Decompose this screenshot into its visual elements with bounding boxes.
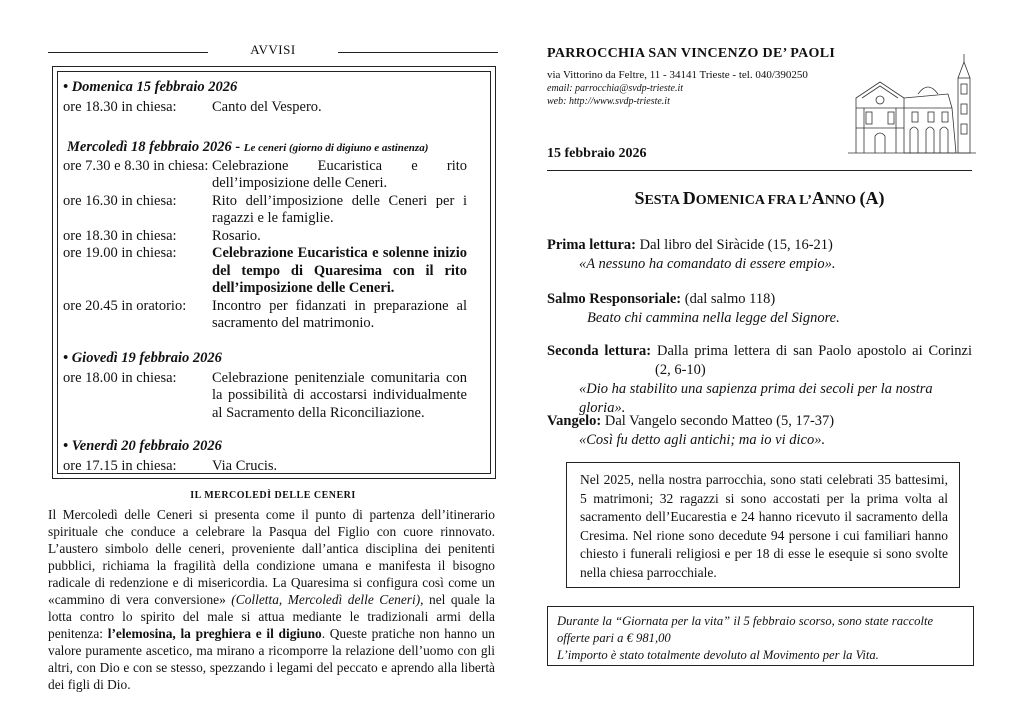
ceneri-text-part: , nel quale la lotta contro lo spirito del male si attua mediante le tradizionali armi della penitenza: [48,592,495,641]
reading-salmo [547,290,972,328]
vita-line: Durante la “Giornata per la vita” il 5 febbraio scorso, sono state raccolte [557,614,934,628]
title-part: A [811,188,825,208]
title-part: OMENICA FRA L’ [695,193,812,208]
event-title: • Domenica 15 febbraio 2026 [63,79,238,95]
ceneri-text-part: Il Mercoledì delle Ceneri si presenta come il punto di partenza dell’itinerario spirituale che conduce a celebrare la Pasqua del Figlio con cuore rinnovato. L’austero simbolo delle ceneri, proveniente dall’antica disciplina dei penitenti pubblici, richiama la fragilità della condizione umana e manifesta il bisogno radicale di redenzione e di misericordia. La Quaresima si configura così come un «cammino di vera conversione» [48,507,495,607]
reading-line [547,342,972,361]
title-part: D [682,188,696,208]
event-desc: Celebrazione Eucaristica e rito dell’imposizione delle Ceneri. [212,157,467,191]
event-desc: Rosario. [212,227,261,244]
event-desc: Via Crucis. [212,457,278,474]
avvisi-title: AVVISI [250,42,296,57]
event-desc: Incontro per fidanzati in preparazione al sacramento del matrimonio. [212,297,467,331]
ceneri-text-part: . Queste pratiche non hanno un valore puramente ascetico, ma mirano a ricomporre la relazione dell’uomo con gli altri, con Dio e con se stesso, spezzando i legami del peccato e aprendo alla libertà dei figli di Dio. [48,626,496,692]
avvisi-header [48,40,498,56]
bulletin-date: 15 febbraio 2026 [547,146,647,161]
reading-label: Vangelo: [547,413,602,429]
event-title [63,139,467,158]
event-time: ore 16.30 in chiesa: [63,192,177,209]
event-subtitle: Le ceneri (giorno di digiuno e astinenza) [243,142,429,154]
divider [338,52,498,53]
reading-quote: «Dio ha stabilito una sapienza prima dei secoli per la nostra gloria». [579,381,933,416]
event-time: ore 18.30 in chiesa: [63,98,177,115]
event-time: ore 7.30 e 8.30 in chiesa: [63,157,209,174]
reading-ref: (2, 6-10) [655,362,706,378]
stats-box [566,462,960,588]
title-part: NNO [824,193,860,208]
reading-line [547,290,972,309]
reading-line [547,236,972,255]
event-row [63,193,467,228]
event-row [63,370,467,423]
event-title: • Giovedì 19 febbraio 2026 [63,350,222,366]
event-desc: Celebrazione Eucaristica e solenne inizio del tempo di Quaresima con il rito dell’imposizione delle Ceneri. [212,245,467,296]
church-illustration [848,48,978,158]
avvisi-box [52,66,496,479]
event-desc: Canto del Vespero. [212,98,322,115]
event-row [63,298,467,333]
reading-label: Seconda lettura: [547,343,652,359]
event-time: ore 18.30 in chiesa: [63,227,177,244]
reading-source: Dalla prima lettera di san Paolo apostolo ai Corinzi [651,343,972,359]
ceneri-heading: IL MERCOLEDÌ DELLE CENERI [190,490,356,501]
vita-box [547,606,974,666]
ceneri-emphasis: l’elemosina, la preghiera e il digiuno [107,626,322,641]
stats-text: Nel 2025, nella nostra parrocchia, sono stati celebrati 35 battesimi, 5 matrimoni; 32 ragazzi si sono accostati per la prima volta al sacramento dell’Eucarestia e 24 hanno ricevuto il sacramento della Cresima. Nel rione sono decedute 94 persone i cui familiari hanno chiesto i funerali religiosi e per 18 di esse le esequie si sono svolte nella chiesa parrocchiale. [580,472,948,580]
event-desc: Rito dell’imposizione delle Ceneri per i ragazzi e le famiglie. [212,192,467,226]
divider [547,170,972,171]
vita-text [557,613,967,664]
reading-seconda [547,342,972,418]
reading-line [547,412,972,431]
event-row [63,458,467,476]
event-time: ore 17.15 in chiesa: [63,457,177,474]
event-time: ore 20.45 in oratorio: [63,297,187,314]
title-part: (A) [859,188,885,208]
parish-address: via Vittorino da Feltre, 11 - 34141 Trieste - tel. 040/390250 [547,69,808,81]
event-giovedi [63,350,467,422]
reading-label: Prima lettura: [547,237,636,253]
reading-source: Dal Vangelo secondo Matteo (5, 17-37) [601,413,835,429]
title-part: S [634,188,645,208]
event-mercoledi [63,139,467,333]
reading-vangelo [547,412,972,450]
event-domenica [63,79,467,116]
reading-source: (dal salmo 118) [681,291,776,307]
ceneri-text [48,506,495,693]
reading-label: Salmo Responsoriale: [547,291,682,307]
event-row [63,158,467,193]
reading-source: Dal libro del Siràcide (15, 16-21) [635,237,833,253]
event-time: ore 18.00 in chiesa: [63,369,177,386]
event-row [63,99,467,117]
event-title: • Venerdì 20 febbraio 2026 [63,438,222,454]
parish-name: PARROCCHIA SAN VINCENZO DE’ PAOLI [547,46,836,61]
parish-web: web: http://www.svdp-trieste.it [547,96,670,107]
event-row [63,228,467,246]
event-desc: Celebrazione penitenziale comunitaria con la possibilità di accostarsi individualmente al Sacramento della Riconciliazione. [212,369,467,421]
avvisi-inner-frame [57,71,491,474]
vita-line: L’importo è stato totalmente devoluto al Movimento per la Vita. [557,648,879,662]
reading-quote: «Così fu detto agli antichi; ma io vi dico». [579,432,826,448]
reading-quote: Beato chi cammina nella legge del Signore. [587,310,840,326]
reading-prima [547,236,972,274]
ceneri-citation: (Colletta, Mercoledì delle Ceneri) [225,592,421,607]
title-part: ESTA [644,193,683,208]
event-row [63,245,467,298]
reading-quote: «A nessuno ha comandato di essere empio». [579,256,836,272]
event-date: Mercoledì 18 febbraio 2026 - [67,139,241,155]
event-time: ore 19.00 in chiesa: [63,245,177,261]
divider [48,52,208,53]
vita-line: offerte pari a € 981,00 [557,631,671,645]
parish-email: email: parrocchia@svdp-trieste.it [547,83,684,94]
liturgy-title [547,188,972,209]
event-venerdi [63,438,467,475]
